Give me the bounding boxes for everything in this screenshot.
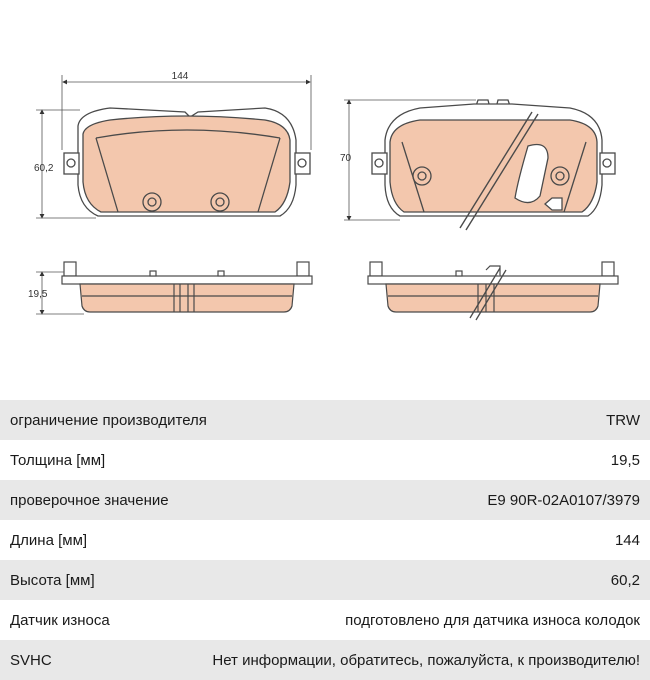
- spec-value: подготовлено для датчика износа колодок: [345, 611, 640, 629]
- spec-label: SVHC: [10, 651, 52, 669]
- spec-row-test-mark: [0, 480, 650, 520]
- spec-row-length: [0, 520, 650, 560]
- spec-label: Толщина [мм]: [10, 451, 106, 469]
- dim-height-back: 70: [340, 153, 352, 164]
- spec-label: Длина [мм]: [10, 531, 88, 549]
- dim-thickness: 19,5: [28, 289, 48, 300]
- back-side-friction: [386, 284, 600, 312]
- front-ear-left: [64, 153, 79, 174]
- spec-value: 60,2: [610, 571, 640, 589]
- front-side-view: [62, 262, 312, 312]
- front-side-friction: [80, 284, 294, 312]
- specifications-table: [0, 400, 650, 680]
- spec-label: ограничение производителя: [10, 411, 207, 429]
- dim-length: 144: [171, 71, 189, 82]
- back-pad-view: [372, 100, 615, 230]
- spec-value: E9 90R-02A0107/3979: [487, 491, 640, 509]
- spec-row-manufacturer: [0, 400, 650, 440]
- spec-value: 144: [614, 531, 640, 549]
- spec-row-wear-sensor: [0, 600, 650, 640]
- spec-value: 19,5: [610, 451, 640, 469]
- back-side-view: [368, 262, 618, 320]
- spec-label: Датчик износа: [10, 611, 110, 629]
- spec-row-thickness: [0, 440, 650, 480]
- spec-row-height: [0, 560, 650, 600]
- spec-value: TRW: [606, 411, 640, 429]
- front-pad-view: [64, 108, 310, 216]
- back-pad-friction: [390, 120, 597, 212]
- front-ear-right: [295, 153, 310, 174]
- spec-value: Нет информации, обратитесь, пожалуйста, к производителю!: [212, 651, 640, 669]
- spec-label: проверочное значение: [10, 491, 169, 509]
- spec-row-svhc: [0, 640, 650, 680]
- dim-height-front: 60,2: [34, 163, 54, 174]
- spec-label: Высота [мм]: [10, 571, 95, 589]
